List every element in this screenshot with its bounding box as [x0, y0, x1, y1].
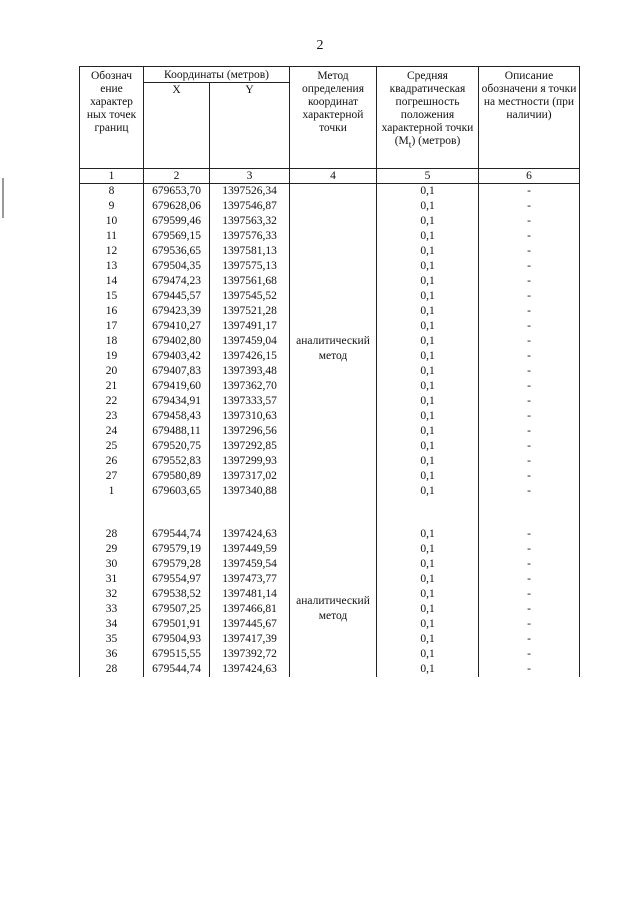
point-description: - [479, 587, 580, 602]
coord-x: 679488,11 [144, 424, 210, 439]
point-number: 27 [80, 469, 144, 484]
column-number: 5 [377, 169, 479, 184]
mean-error: 0,1 [377, 542, 479, 557]
point-description: - [479, 274, 580, 289]
mean-error: 0,1 [377, 289, 479, 304]
coord-y: 1397340,88 [210, 484, 290, 499]
point-description: - [479, 617, 580, 632]
table-body [80, 184, 580, 678]
mean-error: 0,1 [377, 409, 479, 424]
mean-error: 0,1 [377, 229, 479, 244]
coord-y: 1397296,56 [210, 424, 290, 439]
point-number: 36 [80, 647, 144, 662]
point-description: - [479, 647, 580, 662]
point-description: - [479, 289, 580, 304]
mean-error: 0,1 [377, 199, 479, 214]
section-gap [80, 499, 580, 527]
page-number: 2 [316, 38, 324, 53]
coord-y: 1397424,63 [210, 662, 290, 677]
point-number: 24 [80, 424, 144, 439]
mean-error: 0,1 [377, 469, 479, 484]
coord-x: 679536,65 [144, 244, 210, 259]
mean-error: 0,1 [377, 184, 479, 200]
coord-x: 679504,35 [144, 259, 210, 274]
coord-x: 679628,06 [144, 199, 210, 214]
point-description: - [479, 469, 580, 484]
point-number: 20 [80, 364, 144, 379]
coord-y: 1397545,52 [210, 289, 290, 304]
mean-error: 0,1 [377, 572, 479, 587]
coord-x: 679554,97 [144, 572, 210, 587]
mean-error: 0,1 [377, 349, 479, 364]
coord-x: 679653,70 [144, 184, 210, 200]
coord-y: 1397563,32 [210, 214, 290, 229]
header-y: Y [210, 83, 290, 169]
gap-cell [290, 499, 377, 527]
point-description: - [479, 602, 580, 617]
method-cell: аналитический метод [290, 527, 377, 677]
point-description: - [479, 632, 580, 647]
coord-x: 679458,43 [144, 409, 210, 424]
mean-error: 0,1 [377, 647, 479, 662]
mean-error: 0,1 [377, 244, 479, 259]
coord-y: 1397473,77 [210, 572, 290, 587]
point-description: - [479, 439, 580, 454]
column-number: 1 [80, 169, 144, 184]
point-number: 28 [80, 662, 144, 677]
point-description: - [479, 572, 580, 587]
coord-y: 1397466,81 [210, 602, 290, 617]
point-description: - [479, 259, 580, 274]
point-number: 16 [80, 304, 144, 319]
point-number: 18 [80, 334, 144, 349]
coord-x: 679599,46 [144, 214, 210, 229]
point-number: 10 [80, 214, 144, 229]
point-description: - [479, 349, 580, 364]
point-number: 9 [80, 199, 144, 214]
point-description: - [479, 184, 580, 200]
point-number: 19 [80, 349, 144, 364]
point-description: - [479, 424, 580, 439]
point-number: 14 [80, 274, 144, 289]
coord-x: 679423,39 [144, 304, 210, 319]
point-number: 15 [80, 289, 144, 304]
point-description: - [479, 557, 580, 572]
coord-y: 1397299,93 [210, 454, 290, 469]
point-number: 30 [80, 557, 144, 572]
coord-y: 1397424,63 [210, 527, 290, 542]
coord-x: 679579,28 [144, 557, 210, 572]
point-description: - [479, 379, 580, 394]
coord-x: 679474,23 [144, 274, 210, 289]
coord-y: 1397362,70 [210, 379, 290, 394]
point-number: 8 [80, 184, 144, 200]
point-description: - [479, 304, 580, 319]
point-number: 32 [80, 587, 144, 602]
coord-x: 679504,93 [144, 632, 210, 647]
coord-x: 679507,25 [144, 602, 210, 617]
point-number: 29 [80, 542, 144, 557]
coord-x: 679410,27 [144, 319, 210, 334]
header-method: Метод определения координат характерной точки [290, 67, 377, 169]
mean-error: 0,1 [377, 364, 479, 379]
coord-x: 679579,19 [144, 542, 210, 557]
coord-x: 679544,74 [144, 662, 210, 677]
point-number: 21 [80, 379, 144, 394]
coord-x: 679580,89 [144, 469, 210, 484]
coord-y: 1397417,39 [210, 632, 290, 647]
point-number: 13 [80, 259, 144, 274]
column-number-row [80, 169, 580, 184]
coord-x: 679403,42 [144, 349, 210, 364]
gap-cell [144, 499, 210, 527]
coord-y: 1397445,67 [210, 617, 290, 632]
coord-x: 679552,83 [144, 454, 210, 469]
point-number: 31 [80, 572, 144, 587]
point-description: - [479, 409, 580, 424]
mean-error: 0,1 [377, 214, 479, 229]
coord-x: 679515,55 [144, 647, 210, 662]
coord-y: 1397393,48 [210, 364, 290, 379]
point-description: - [479, 527, 580, 542]
mean-error: 0,1 [377, 394, 479, 409]
coord-y: 1397333,57 [210, 394, 290, 409]
coordinates-table [79, 66, 580, 677]
point-number: 11 [80, 229, 144, 244]
coord-y: 1397526,34 [210, 184, 290, 200]
coord-x: 679501,91 [144, 617, 210, 632]
header-designation: Обознач ение характер ных точек границ [80, 67, 144, 169]
point-number: 26 [80, 454, 144, 469]
coord-y: 1397392,72 [210, 647, 290, 662]
mean-error: 0,1 [377, 379, 479, 394]
point-number: 1 [80, 484, 144, 499]
point-description: - [479, 229, 580, 244]
point-description: - [479, 319, 580, 334]
gap-cell [210, 499, 290, 527]
mean-error: 0,1 [377, 304, 479, 319]
point-number: 22 [80, 394, 144, 409]
mean-error: 0,1 [377, 454, 479, 469]
column-number: 3 [210, 169, 290, 184]
point-number: 28 [80, 527, 144, 542]
coord-x: 679402,80 [144, 334, 210, 349]
table-row [80, 184, 580, 200]
point-description: - [479, 334, 580, 349]
coord-y: 1397481,14 [210, 587, 290, 602]
point-description: - [479, 454, 580, 469]
header-description: Описание обозначени я точки на местности (при наличии) [479, 67, 580, 169]
coord-y: 1397575,13 [210, 259, 290, 274]
point-description: - [479, 662, 580, 677]
point-description: - [479, 214, 580, 229]
coord-y: 1397292,85 [210, 439, 290, 454]
mean-error: 0,1 [377, 259, 479, 274]
point-description: - [479, 484, 580, 499]
point-number: 23 [80, 409, 144, 424]
coord-x: 679434,91 [144, 394, 210, 409]
coord-y: 1397426,15 [210, 349, 290, 364]
point-number: 34 [80, 617, 144, 632]
coord-x: 679445,57 [144, 289, 210, 304]
header-coordinates: Координаты (метров) [144, 67, 290, 83]
coord-y: 1397317,02 [210, 469, 290, 484]
header-error [377, 67, 479, 169]
point-description: - [479, 364, 580, 379]
coord-x: 679603,65 [144, 484, 210, 499]
header-error-tail: ) (метров) [411, 135, 461, 147]
header-error-text: Средняя квадратическая погрешность положения характерной точки (M [381, 70, 474, 147]
mean-error: 0,1 [377, 274, 479, 289]
coord-y: 1397581,13 [210, 244, 290, 259]
mean-error: 0,1 [377, 319, 479, 334]
column-number: 2 [144, 169, 210, 184]
coord-x: 679544,74 [144, 527, 210, 542]
mean-error: 0,1 [377, 632, 479, 647]
mean-error: 0,1 [377, 617, 479, 632]
point-number: 17 [80, 319, 144, 334]
coord-x: 679520,75 [144, 439, 210, 454]
coord-y: 1397310,63 [210, 409, 290, 424]
coord-y: 1397576,33 [210, 229, 290, 244]
coord-y: 1397546,87 [210, 199, 290, 214]
mean-error: 0,1 [377, 662, 479, 677]
gap-cell [479, 499, 580, 527]
mean-error: 0,1 [377, 424, 479, 439]
coord-y: 1397459,54 [210, 557, 290, 572]
coord-x: 679419,60 [144, 379, 210, 394]
coord-x: 679538,52 [144, 587, 210, 602]
table-row [80, 527, 580, 542]
method-cell: аналитический метод [290, 184, 377, 500]
mean-error: 0,1 [377, 484, 479, 499]
mean-error: 0,1 [377, 602, 479, 617]
mean-error: 0,1 [377, 557, 479, 572]
mean-error: 0,1 [377, 527, 479, 542]
coord-y: 1397449,59 [210, 542, 290, 557]
gap-cell [80, 499, 144, 527]
point-number: 35 [80, 632, 144, 647]
point-description: - [479, 542, 580, 557]
column-number: 4 [290, 169, 377, 184]
margin-mark [2, 178, 4, 218]
gap-cell [377, 499, 479, 527]
mean-error: 0,1 [377, 334, 479, 349]
coord-x: 679569,15 [144, 229, 210, 244]
point-number: 25 [80, 439, 144, 454]
point-description: - [479, 199, 580, 214]
point-description: - [479, 244, 580, 259]
header-x: X [144, 83, 210, 169]
point-number: 33 [80, 602, 144, 617]
coord-y: 1397459,04 [210, 334, 290, 349]
point-description: - [479, 394, 580, 409]
mean-error: 0,1 [377, 587, 479, 602]
coord-y: 1397491,17 [210, 319, 290, 334]
coord-y: 1397521,28 [210, 304, 290, 319]
header-error-sub: t [408, 139, 412, 151]
column-number: 6 [479, 169, 580, 184]
table-header [80, 67, 580, 184]
mean-error: 0,1 [377, 439, 479, 454]
coord-x: 679407,83 [144, 364, 210, 379]
point-number: 12 [80, 244, 144, 259]
coord-y: 1397561,68 [210, 274, 290, 289]
